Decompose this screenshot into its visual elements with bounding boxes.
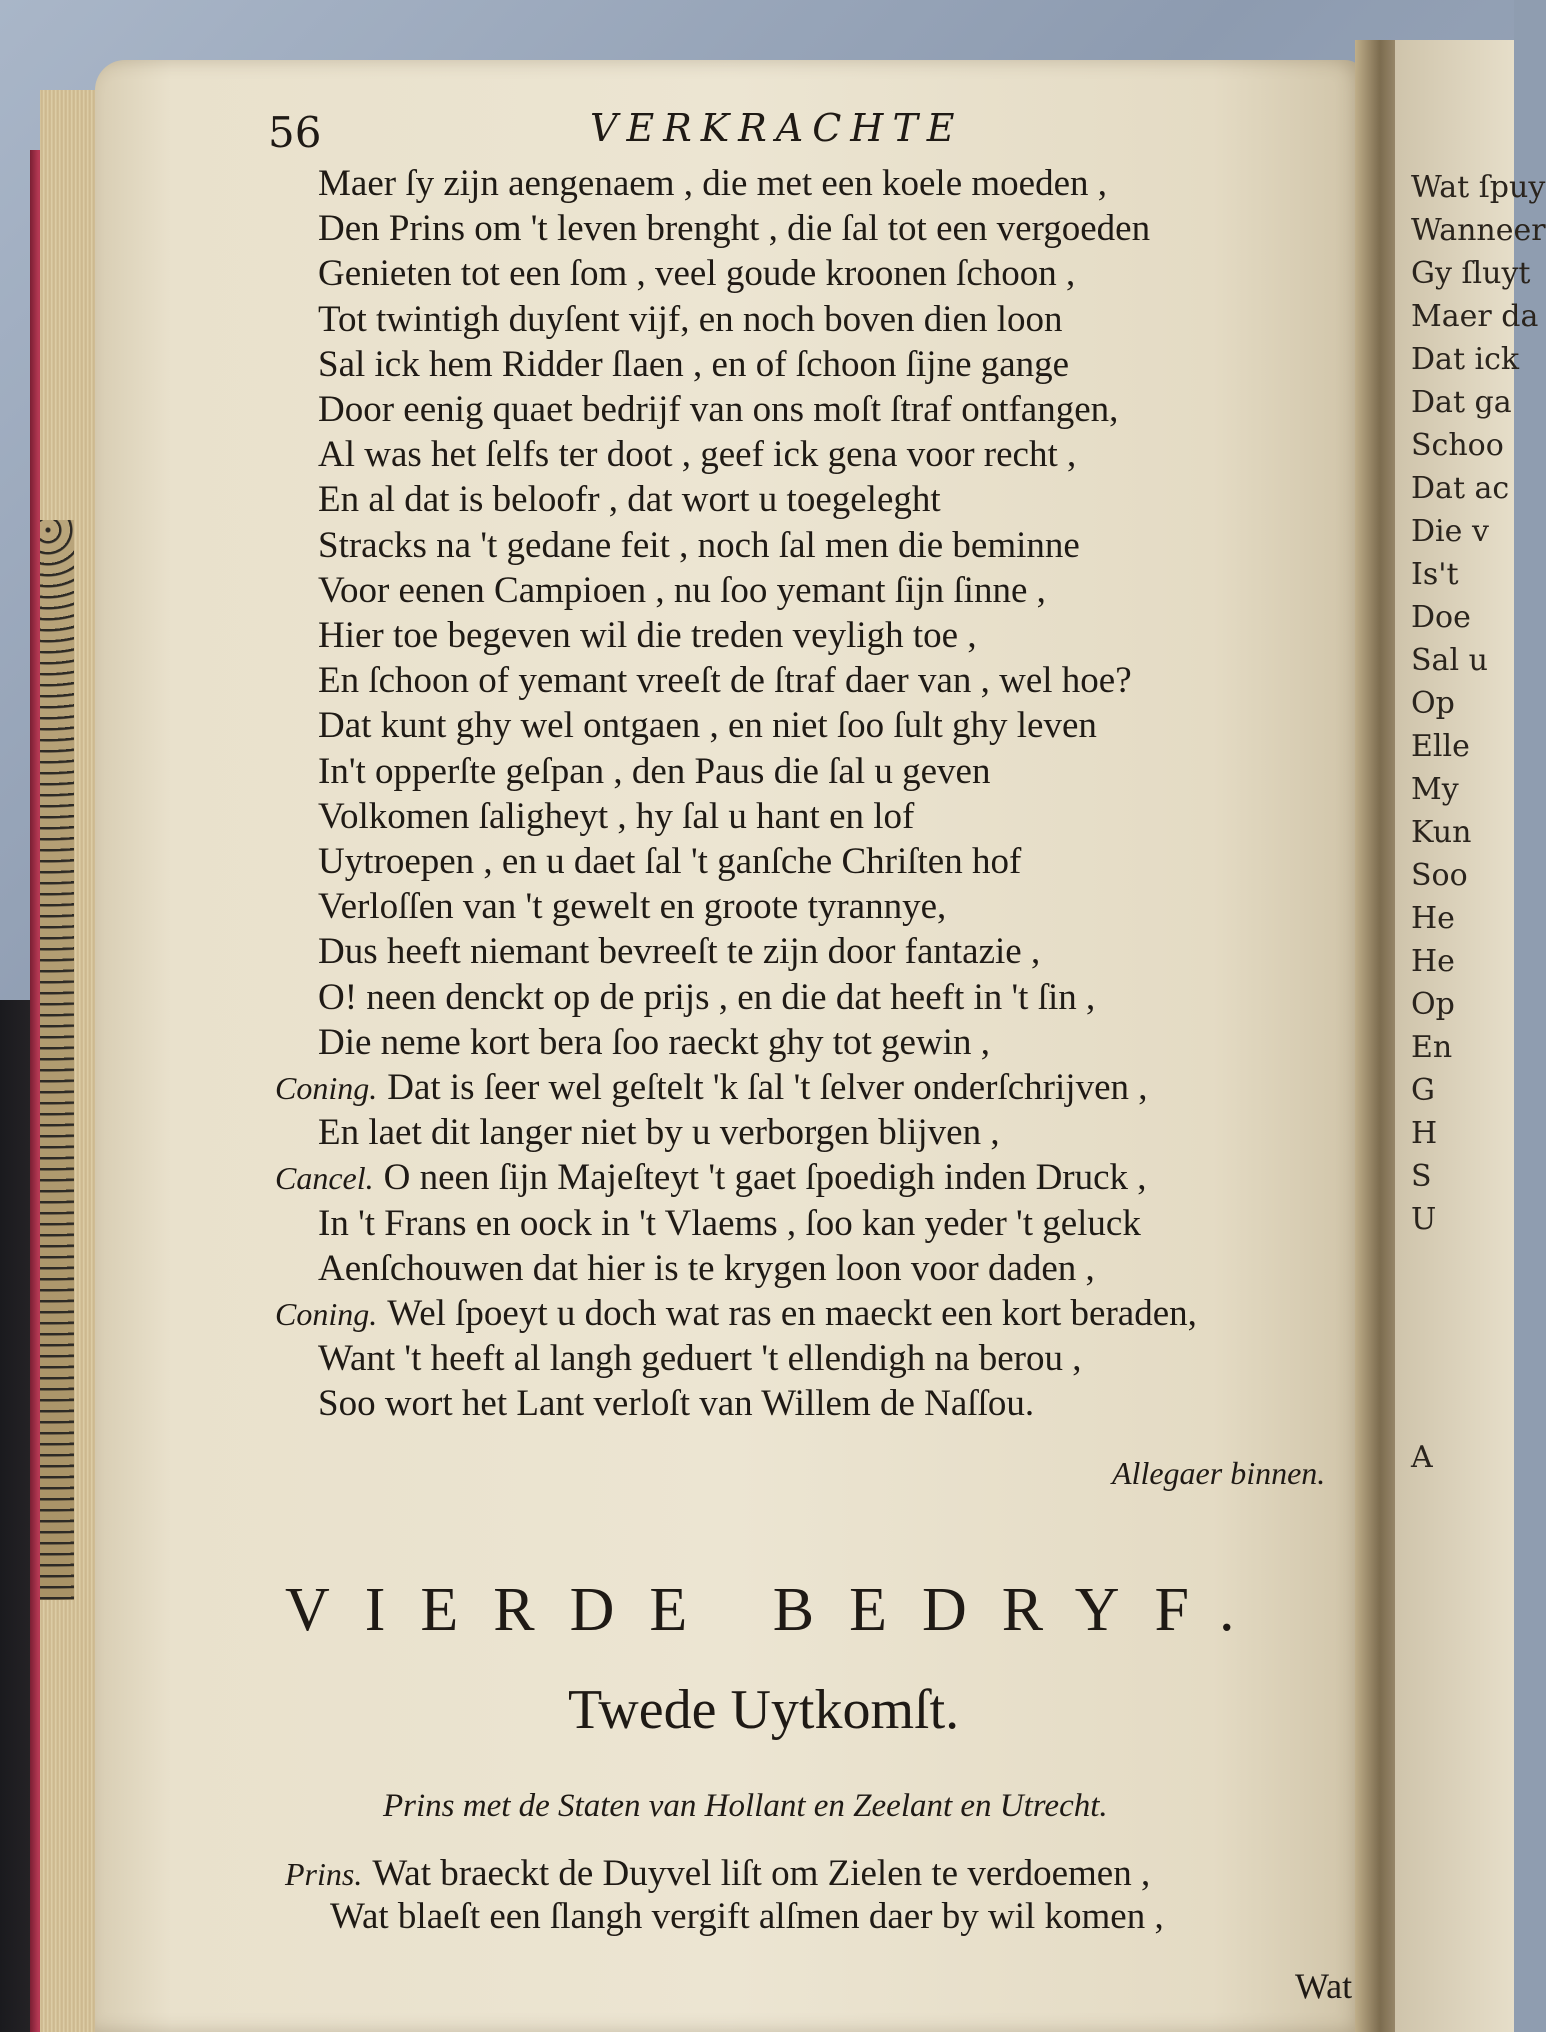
verse-text: Dat kunt ghy wel ontgaen , en niet ſoo ſult ghy leven bbox=[318, 705, 1097, 747]
verse-line bbox=[318, 617, 977, 654]
verse-line bbox=[318, 750, 991, 792]
verse-line bbox=[318, 208, 1151, 250]
verse-text: Voor eenen Campioen , nu ſoo yemant ſijn ſinne , bbox=[318, 569, 1046, 611]
facing-page-fragment: Die v bbox=[1411, 514, 1489, 549]
verse-text: Genieten tot een ſom , veel goude kroonen ſchoon , bbox=[318, 253, 1076, 295]
verse-text: In 't Frans en oock in 't Vlaems , ſoo kan yeder 't geluck bbox=[318, 1202, 1141, 1244]
verse-line bbox=[318, 1112, 1000, 1154]
verse-text: Volkomen ſaligheyt , hy ſal u hant en lof bbox=[318, 795, 915, 837]
catchword: Wat bbox=[1295, 1966, 1353, 2006]
facing-page-fragment: En bbox=[1411, 1030, 1453, 1065]
facing-page bbox=[1395, 40, 1546, 2032]
verse-line bbox=[318, 931, 1041, 973]
verse-text: Hier toe begeven wil die treden veyligh toe , bbox=[318, 615, 977, 656]
verse-line bbox=[318, 165, 1107, 202]
verse-line bbox=[318, 660, 1132, 702]
facing-page-fragment: G bbox=[1411, 1073, 1435, 1108]
running-title: VERKRACHTE bbox=[590, 106, 964, 150]
facing-page-fragment: Soo bbox=[1411, 858, 1468, 893]
verse-line bbox=[318, 253, 1076, 295]
verse-line bbox=[318, 1383, 1035, 1425]
facing-page-fragment: Sal u bbox=[1411, 643, 1488, 678]
speaker-name: Coning. bbox=[275, 1296, 378, 1332]
verse-line bbox=[318, 1202, 1141, 1244]
verse-text: En ſchoon of yemant vreeſt de ſtraf daer van , wel hoe? bbox=[318, 660, 1132, 702]
facing-page-fragment: He bbox=[1411, 944, 1455, 979]
speaker-name: Prins. bbox=[285, 1856, 363, 1892]
speaker-name: Cancel. bbox=[275, 1160, 374, 1197]
facing-page-fragment: Op bbox=[1411, 987, 1455, 1022]
verse-line bbox=[318, 391, 1118, 428]
facing-page-fragment: Dat ga bbox=[1411, 385, 1512, 420]
facing-page-fragment: Gy ſluyt bbox=[1411, 256, 1531, 291]
facing-page-fragment: Op bbox=[1411, 686, 1455, 721]
facing-page-fragment: Maer da bbox=[1411, 299, 1539, 334]
scene-title: Twede Uytkomſt. bbox=[568, 1679, 960, 1741]
verse-text: Dat is ſeer wel geſtelt 'k ſal 't ſelver onderſchrijven , bbox=[387, 1067, 1148, 1108]
facing-page-fragment: Wanneer bbox=[1411, 213, 1546, 248]
verse-text: Want 't heeft al langh geduert 't ellendigh na berou , bbox=[318, 1338, 1082, 1380]
verse-text: En al dat is beloofr , dat wort u toegeleght bbox=[318, 479, 941, 521]
act-title: VIERDE BEDRYF. bbox=[285, 1576, 1270, 1644]
verse-line bbox=[330, 1898, 1164, 1935]
verse-line bbox=[318, 569, 1046, 611]
verse-line bbox=[318, 1247, 1095, 1289]
verse-text: Dus heeft niemant bevreeſt te zijn door fantazie , bbox=[318, 931, 1041, 973]
character-list: Prins met de Staten van Hollant en Zeelant en Utrecht. bbox=[383, 1788, 1108, 1824]
verse-text: Die neme kort bera ſoo raeckt ghy tot gewin , bbox=[318, 1021, 990, 1063]
verse-line bbox=[275, 1069, 1148, 1106]
verse-text: Sal ick hem Ridder ſlaen , en of ſchoon ſijne gange bbox=[318, 343, 1070, 385]
facing-page-fragment: A bbox=[1411, 1440, 1433, 1475]
verse-text: Maer ſy zijn aengenaem , die met een koele moeden , bbox=[318, 163, 1107, 204]
facing-page-fragment: Wat ſpuy bbox=[1411, 170, 1546, 205]
verse-text: Wel ſpoeyt u doch wat ras en maeckt een kort beraden, bbox=[387, 1293, 1197, 1334]
speckled-edge bbox=[40, 520, 74, 1600]
verse-line bbox=[275, 1295, 1197, 1332]
verse-line bbox=[318, 795, 915, 837]
speaker-name: Coning. bbox=[275, 1070, 378, 1106]
verse-text: O! neen denckt op de prijs , en die dat heeft in 't ſin , bbox=[318, 976, 1096, 1018]
verse-text: En laet dit langer niet by u verborgen blijven , bbox=[318, 1112, 1000, 1154]
facing-page-fragment: Dat ick bbox=[1411, 342, 1520, 377]
verse-text: Den Prins om 't leven brenght , die ſal tot een vergoeden bbox=[318, 208, 1151, 250]
verse-line bbox=[318, 434, 1077, 476]
verse-text: Aenſchouwen dat hier is te krygen loon voor daden , bbox=[318, 1247, 1095, 1289]
verse-line bbox=[318, 524, 1080, 566]
stage-direction: Allegaer binnen. bbox=[1112, 1455, 1326, 1491]
facing-page-fragment: Dat ac bbox=[1411, 471, 1510, 506]
facing-page-fragment: My bbox=[1411, 772, 1459, 807]
verse-line bbox=[318, 1338, 1082, 1380]
verse-line bbox=[285, 1855, 1150, 1892]
verse-line bbox=[275, 1157, 1147, 1199]
facing-page-fragment: He bbox=[1411, 901, 1455, 936]
verse-text: O neen ſijn Majeſteyt 't gaet ſpoedigh inden Druck , bbox=[383, 1157, 1147, 1199]
verse-line bbox=[318, 705, 1097, 747]
facing-page-fragment: Doe bbox=[1411, 600, 1471, 635]
verse-text: Stracks na 't gedane feit , noch ſal men die beminne bbox=[318, 524, 1080, 566]
verse-text: Tot twintigh duyſent vijf, en noch boven dien loon bbox=[318, 298, 1063, 340]
verse-line bbox=[318, 976, 1096, 1018]
facing-page-fragment: H bbox=[1411, 1116, 1438, 1151]
verse-text: Door eenig quaet bedrijf van ons moſt ſtraf ontfangen, bbox=[318, 389, 1119, 430]
verse-line bbox=[318, 479, 941, 521]
facing-page-fragment: Kun bbox=[1411, 815, 1472, 850]
verse-line bbox=[318, 1021, 990, 1063]
verse-text: Verloſſen van 't gewelt en groote tyrannye, bbox=[318, 886, 947, 928]
page-number: 56 bbox=[268, 108, 322, 157]
verse-text: Al was het ſelfs ter doot , geef ick gena voor recht , bbox=[318, 434, 1077, 476]
verse-line bbox=[318, 886, 947, 928]
facing-page-fragment: Elle bbox=[1411, 729, 1470, 764]
verse-text: Uytroepen , en u daet ſal 't ganſche Chriſten hof bbox=[318, 841, 1022, 882]
verse-text: In't opperſte geſpan , den Paus die ſal u geven bbox=[318, 750, 991, 792]
verse-text: Wat braeckt de Duyvel liſt om Zielen te verdoemen , bbox=[372, 1853, 1151, 1894]
verse-text: Soo wort het Lant verloſt van Willem de Naſſou. bbox=[318, 1383, 1035, 1425]
facing-page-fragment: Schoo bbox=[1411, 428, 1504, 463]
verse-line bbox=[318, 343, 1070, 385]
facing-page-fragment: U bbox=[1411, 1202, 1437, 1237]
verse-line bbox=[318, 843, 1021, 880]
facing-page-fragment: S bbox=[1411, 1159, 1432, 1194]
verse-text: Wat blaeſt een ſlangh vergift alſmen daer by wil komen , bbox=[330, 1896, 1164, 1937]
verse-line bbox=[318, 298, 1063, 340]
facing-page-fragment: Is't bbox=[1411, 557, 1459, 592]
